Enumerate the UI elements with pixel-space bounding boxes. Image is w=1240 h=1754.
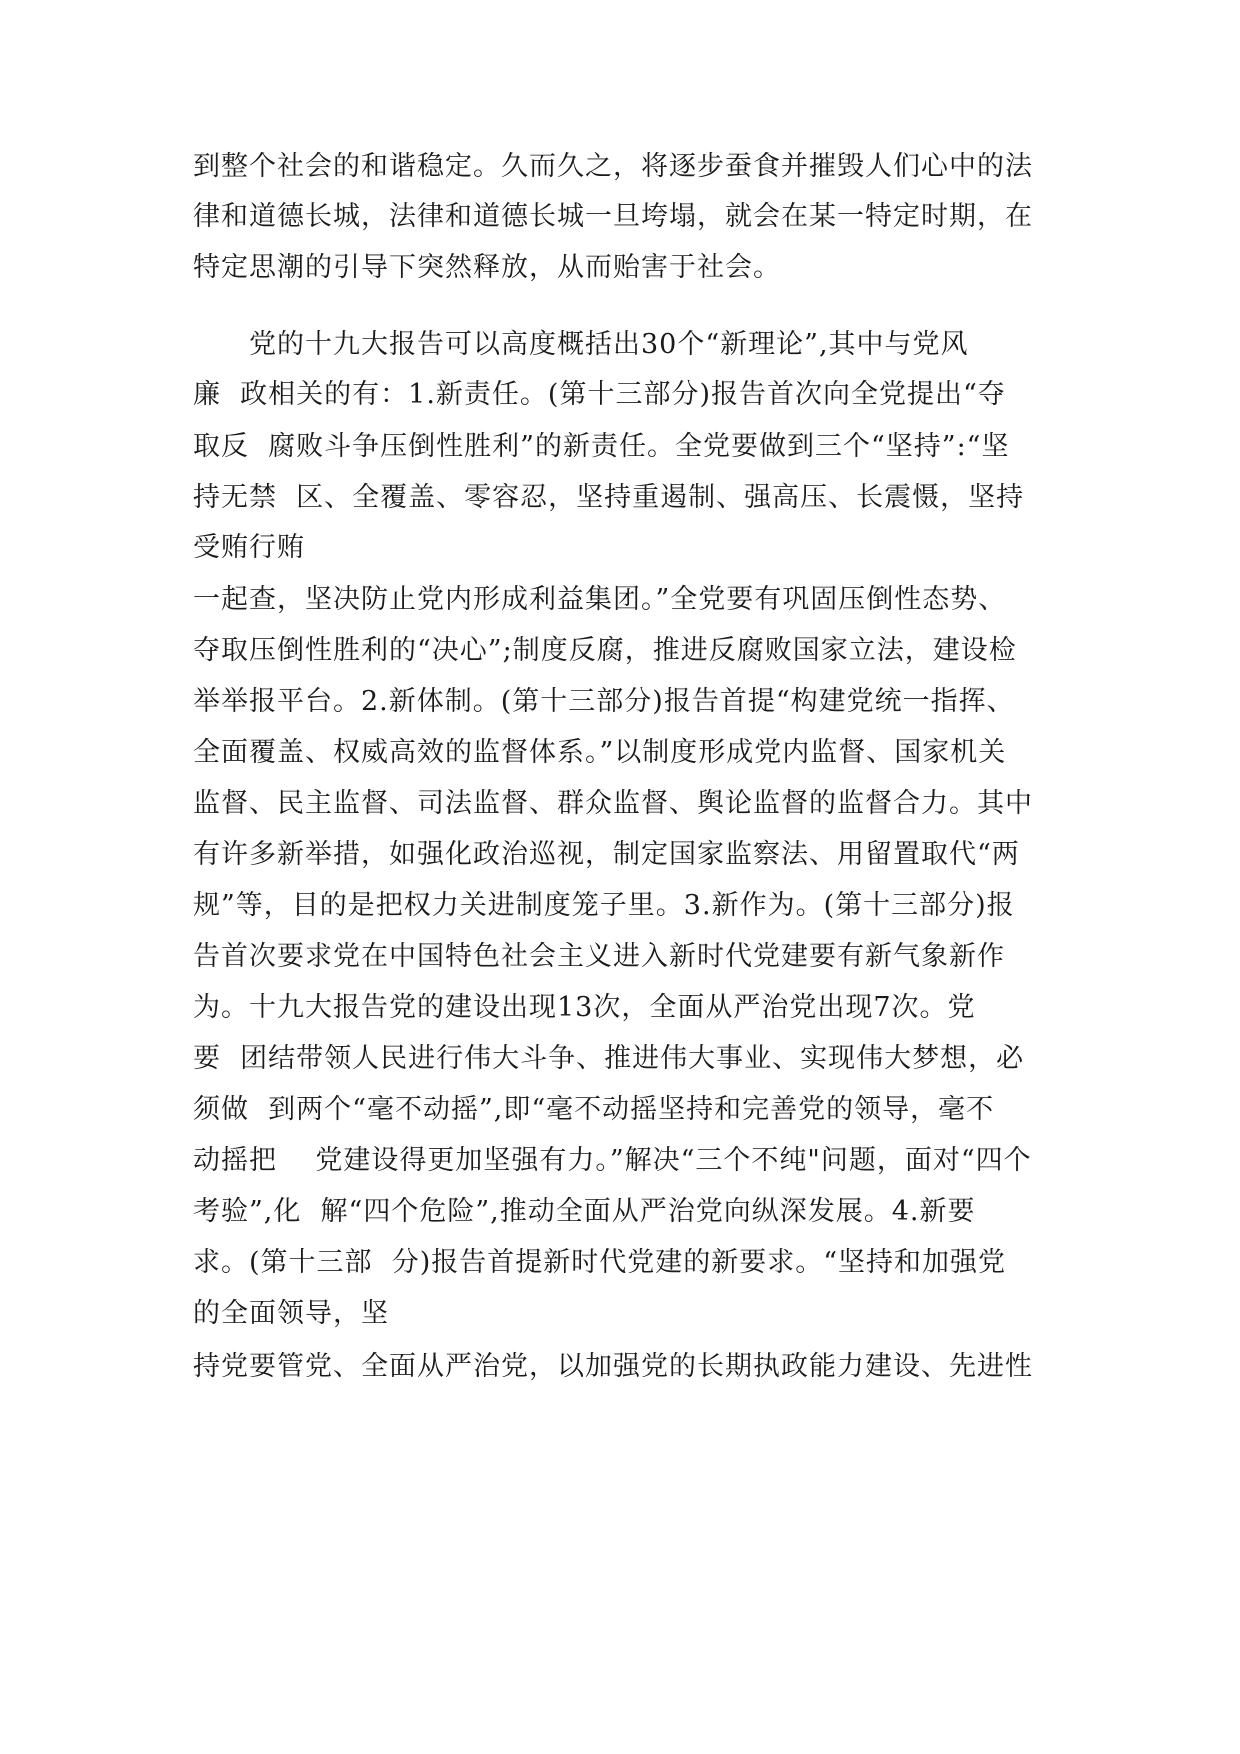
text-line: 特定思潮的引导下突然释放，从而贻害于社会。 [193, 252, 781, 283]
text-line: 告首次要求党在中国特色社会主义进入新时代党建要有新气象新作 [193, 941, 1005, 972]
text-line: 要 团结带领人民进行伟大斗争、推进伟大事业、实现伟大梦想，必 [193, 1043, 1025, 1074]
text-line: 廉 政相关的有：1.新责任。(第十三部分)报告首次向全党提出“夺 [193, 379, 1006, 410]
text-line: 有许多新举措，如强化政治巡视，制定国家监察法、用留置取代“两 [193, 839, 1020, 870]
text-line: 夺取压倒性胜利的“决心”;制度反腐，推进反腐败国家立法，建设检 [193, 635, 1017, 666]
text-line: 持党要管党、全面从严治党，以加强党的长期执政能力建设、先进性 [193, 1351, 1033, 1382]
text-line: 律和道德长城，法律和道德长城一旦垮塌，就会在某一特定时期，在 [193, 201, 1033, 232]
text-line: 规”等，目的是把权力关进制度笼子里。3.新作为。(第十三部分)报 [193, 890, 1015, 921]
text-line: 举举报平台。2.新体制。(第十三部分)报告首提“构建党统一指挥、 [193, 686, 1015, 717]
text-line: 求。(第十三部 分)报告首提新时代党建的新要求。“坚持和加强党 [193, 1247, 1007, 1278]
text-line: 须做 到两个“毫不动摇”,即“毫不动摇坚持和完善党的领导，毫不 [193, 1094, 995, 1125]
text-line: 取反 腐败斗争压倒性胜利”的新责任。全党要做到三个“坚持”:“坚 [193, 431, 1010, 462]
text-line: 监督、民主监督、司法监督、群众监督、舆论监督的监督合力。其中 [193, 788, 1033, 819]
text-line: 持无禁 区、全覆盖、零容忍，坚持重遏制、强高压、长震慑，坚持 [193, 482, 1025, 513]
text-line: 考验”,化 解“四个危险”,推动全面从严治党向纵深发展。4.新要 [193, 1196, 976, 1227]
text-line: 受贿行贿 [193, 532, 305, 563]
text-line: 为。十九大报告党的建设出现13次，全面从严治党出现7次。党 [193, 992, 976, 1023]
text-line: 动摇把 党建设得更加坚强有力。”解决“三个不纯"问题，面对“四个 [193, 1145, 1032, 1176]
paragraph-first-line: 党的十九大报告可以高度概括出30个“新理论”,其中与党风 [249, 329, 969, 360]
text-line: 的全面领导，坚 [193, 1298, 389, 1329]
text-line: 到整个社会的和谐稳定。久而久之，将逐步蚕食并摧毁人们心中的法 [193, 151, 1033, 182]
text-line: 全面覆盖、权威高效的监督体系。”以制度形成党内监督、国家机关 [193, 737, 1007, 768]
text-line: 一起查，坚决防止党内形成利益集团。”全党要有巩固压倒性态势、 [193, 584, 1007, 615]
